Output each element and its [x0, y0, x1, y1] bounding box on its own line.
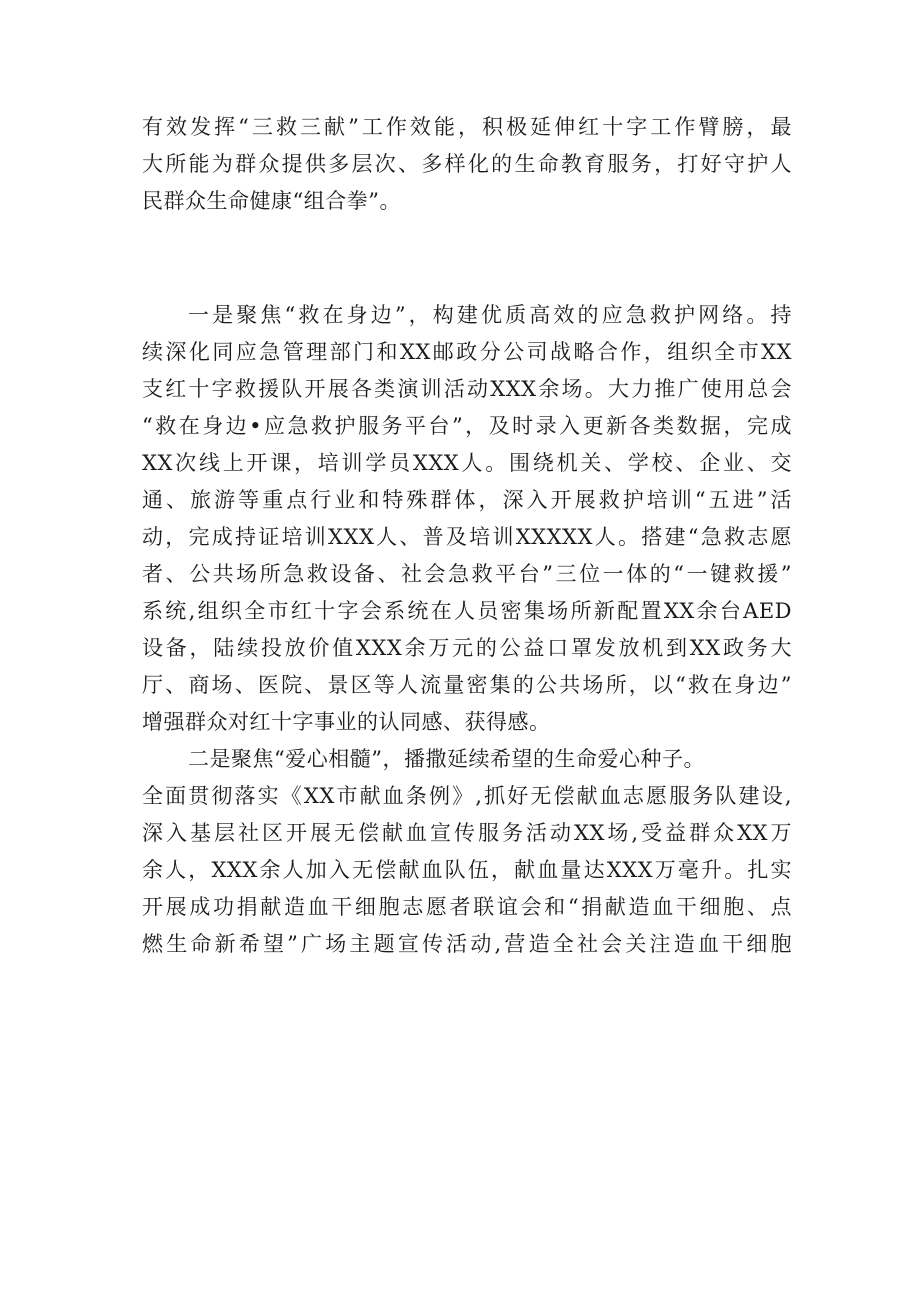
section1-line-1: 一是聚焦“救在身边”，构建优质高效的应急救护网络。持 — [188, 303, 792, 327]
section1-line-7: 动，完成持证培训XXX人、普及培训XXXXX人。搭建“急救志愿 — [142, 525, 792, 549]
section2-line-3: 深入基层社区开展无偿献血宣传服务活动XX场,受益群众XX万 — [142, 821, 792, 845]
intro-line-1: 有效发挥“三救三献”工作效能，积极延伸红十字工作臂膀，最 — [142, 115, 792, 139]
section1-line-9: 系统,组织全市红十字会系统在人员密集场所新配置XX余台AED — [142, 599, 792, 623]
section1-line-12: 增强群众对红十字事业的认同感、获得感。 — [142, 710, 551, 734]
section1-line-3: 支红十字救援队开展各类演训活动XXX余场。大力推广使用总会 — [142, 377, 792, 401]
section1-line-5: XX次线上开课，培训学员XXX人。围绕机关、学校、企业、交 — [142, 451, 792, 475]
intro-line-3: 民群众生命健康“组合拳”。 — [142, 189, 401, 213]
section1-line-8: 者、公共场所急救设备、社会急救平台”三位一体的“一键救援” — [142, 562, 792, 586]
section1-line-4: “救在身边•应急救护服务平台”，及时录入更新各类数据，完成 — [142, 414, 792, 438]
intro-line-2: 大所能为群众提供多层次、多样化的生命教育服务，打好守护人 — [142, 152, 792, 176]
section1-line-10: 设备，陆续投放价值XXX余万元的公益口罩发放机到XX政务大 — [142, 636, 792, 660]
section1-line-11: 厅、商场、医院、景区等人流量密集的公共场所，以“救在身边” — [142, 673, 792, 697]
section2-line-6: 燃生命新希望”广场主题宣传活动,营造全社会关注造血干细胞 — [142, 932, 792, 956]
section1-line-6: 通、旅游等重点行业和特殊群体，深入开展救护培训“五进”活 — [142, 488, 792, 512]
section2-line-1: 二是聚焦“爱心相髓”，播撒延续希望的生命爱心种子。 — [188, 747, 705, 771]
section2-line-4: 余人，XXX余人加入无偿献血队伍，献血量达XXX万毫升。扎实 — [142, 858, 792, 882]
section2-line-2: 全面贯彻落实《XX市献血条例》,抓好无偿献血志愿服务队建设, — [142, 784, 792, 808]
section2-line-5: 开展成功捐献造血干细胞志愿者联谊会和“捐献造血干细胞、点 — [142, 895, 792, 919]
section1-line-2: 续深化同应急管理部门和XX邮政分公司战略合作，组织全市XX — [142, 340, 792, 364]
